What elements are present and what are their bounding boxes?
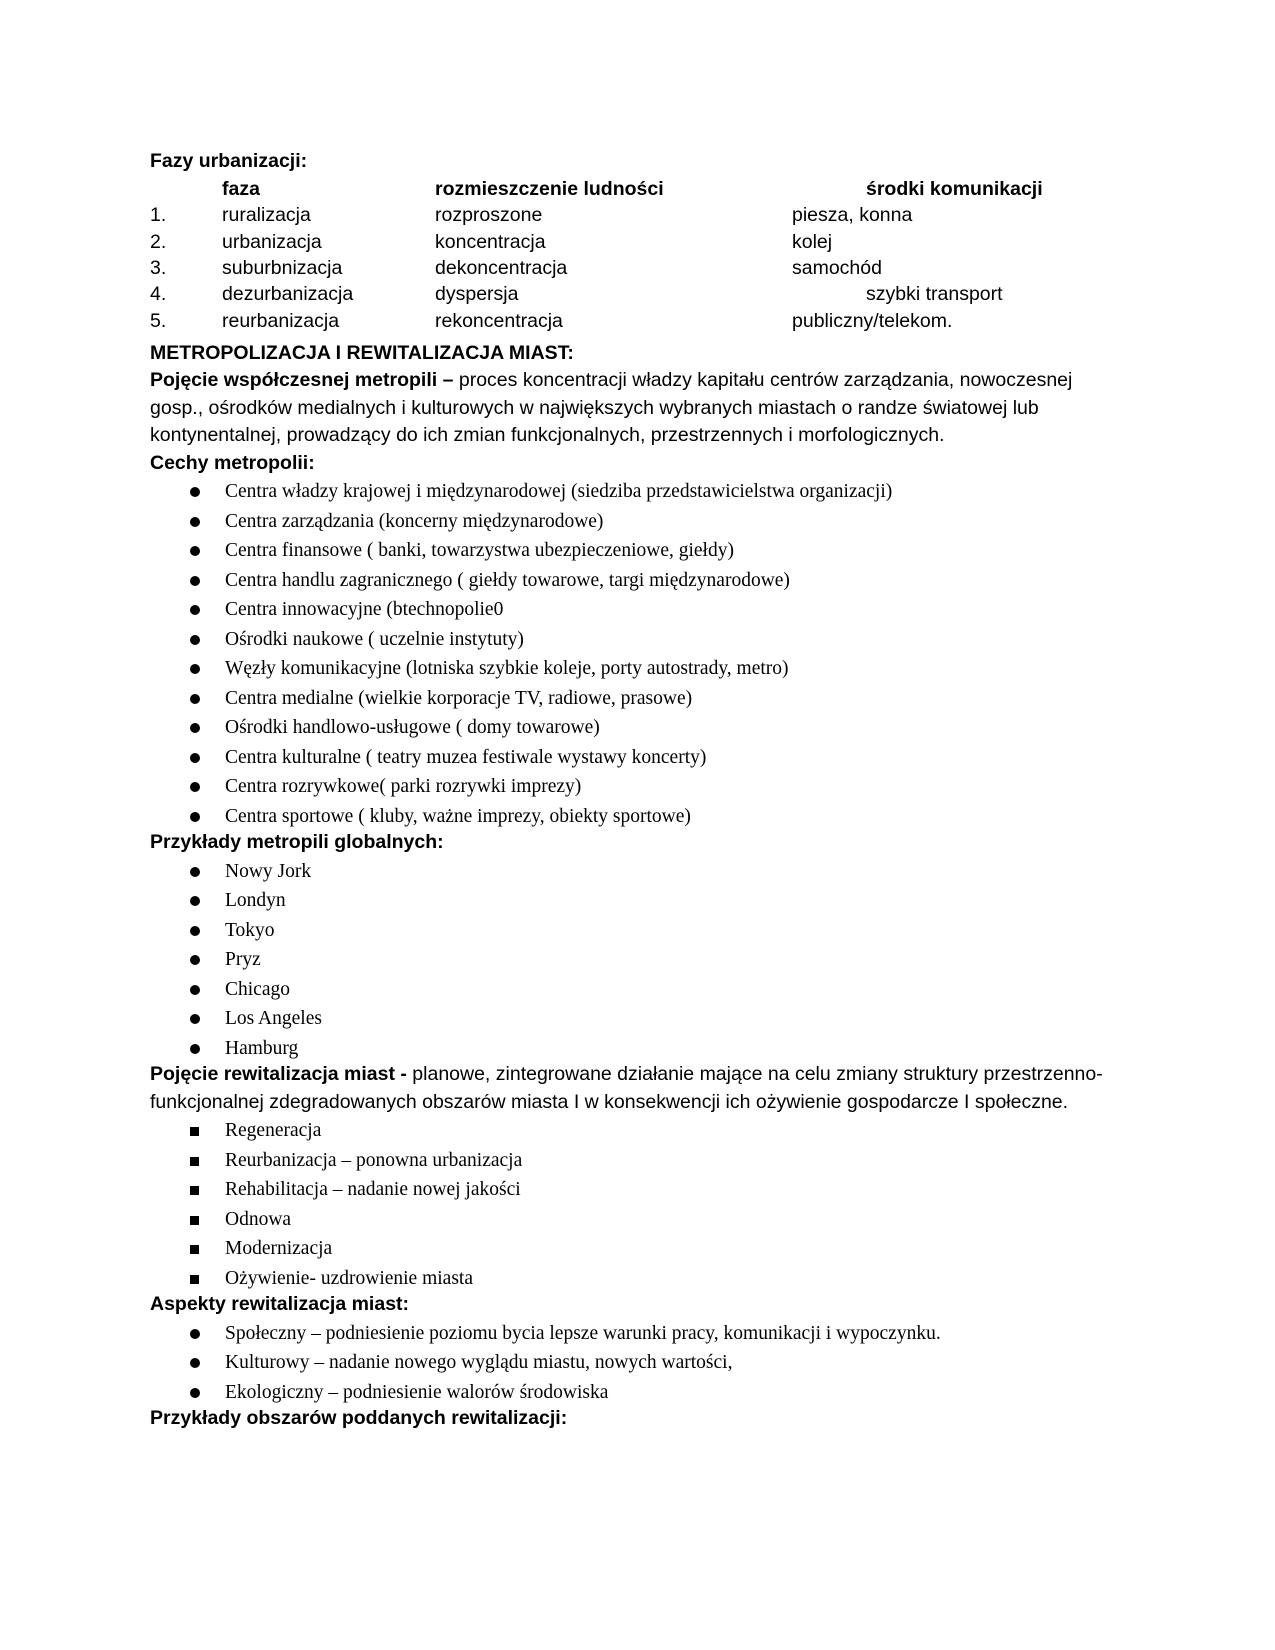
bullet-icon bbox=[190, 1044, 200, 1054]
list-item-text: Centra medialne (wielkie korporacje TV, radiowe, prasowe) bbox=[225, 687, 693, 709]
list-item bbox=[150, 684, 1130, 714]
bullet-icon bbox=[190, 723, 200, 733]
list-item-text: Centra handlu zagranicznego ( giełdy towarowe, targi międzynarodowe) bbox=[225, 569, 790, 591]
list-item bbox=[150, 507, 1130, 537]
list-item bbox=[150, 1319, 1130, 1349]
list-item-text: Pryz bbox=[225, 949, 261, 970]
row-srodki: publiczny/telekom. bbox=[792, 309, 953, 332]
list-item-text: Centra finansowe ( banki, towarzystwa ubezpieczeniowe, giełdy) bbox=[225, 540, 734, 561]
list-item bbox=[150, 1034, 1130, 1064]
header-faza: faza bbox=[222, 177, 260, 200]
square-bullet-icon bbox=[190, 1157, 199, 1166]
row-rozmieszczenie: dyspersja bbox=[435, 282, 519, 305]
row-number: 3. bbox=[150, 256, 167, 279]
metropolia-definition bbox=[150, 367, 1130, 450]
rewitalizacja-term: Pojęcie rewitalizacja miast - bbox=[150, 1063, 407, 1085]
list-item-text: Regeneracja bbox=[225, 1120, 322, 1141]
list-item-text: Kulturowy – nadanie nowego wyglądu miastu, nowych wartości, bbox=[225, 1352, 733, 1373]
list-item bbox=[150, 1378, 1130, 1408]
row-srodki: piesza, konna bbox=[792, 203, 913, 226]
row-rozmieszczenie: rekoncentracja bbox=[435, 309, 563, 332]
square-bullet-icon bbox=[190, 1186, 199, 1195]
row-faza: dezurbanizacja bbox=[222, 282, 354, 305]
list-item-text: Centra zarządzania (koncerny międzynarodowe) bbox=[225, 510, 604, 532]
row-rozmieszczenie: koncentracja bbox=[435, 230, 546, 253]
list-item-text: Węzły komunikacyjne (lotniska szybkie koleje, porty autostrady, metro) bbox=[225, 658, 789, 679]
list-item-text: Rehabilitacja – nadanie nowej jakości bbox=[225, 1179, 521, 1200]
phases-table bbox=[150, 176, 1130, 340]
list-item-text: Ożywienie- uzdrowienie miasta bbox=[225, 1267, 473, 1289]
list-item-text: Chicago bbox=[225, 978, 290, 1000]
list-item-text: Ośrodki handlowo-usługowe ( domy towarowe) bbox=[225, 717, 600, 738]
bullet-icon bbox=[190, 664, 200, 674]
list-item-text: Centra władzy krajowej i międzynarodowej (siedziba przedstawicielstwa organizacji) bbox=[225, 481, 893, 502]
row-faza: urbanizacja bbox=[222, 230, 322, 253]
list-item bbox=[150, 802, 1130, 832]
row-faza: reurbanizacja bbox=[222, 309, 340, 332]
bullet-icon bbox=[190, 812, 200, 822]
list-item-text: Los Angeles bbox=[225, 1008, 322, 1029]
list-item-text: Centra kulturalne ( teatry muzea festiwale wystawy koncerty) bbox=[225, 746, 707, 768]
list-item-text: Tokyo bbox=[225, 919, 275, 941]
table-row bbox=[150, 308, 1130, 335]
row-number: 4. bbox=[150, 282, 167, 305]
list-item bbox=[150, 713, 1130, 743]
row-faza: ruralizacja bbox=[222, 203, 311, 226]
list-item-text: Społeczny – podniesienie poziomu bycia lepsze warunki pracy, komunikacji i wypoczynku. bbox=[225, 1322, 941, 1344]
table-row bbox=[150, 255, 1130, 282]
bullet-icon bbox=[190, 576, 200, 586]
phases-header-row bbox=[150, 176, 1130, 203]
table-row bbox=[150, 202, 1130, 229]
row-number: 5. bbox=[150, 309, 167, 332]
list-item-text: Centra sportowe ( kluby, ważne imprezy, obiekty sportowe) bbox=[225, 805, 691, 827]
bullet-icon bbox=[190, 546, 200, 556]
obszary-title: Przykłady obszarów poddanych rewitalizacji: bbox=[150, 1407, 568, 1429]
bullet-icon bbox=[190, 926, 200, 936]
row-rozmieszczenie: rozproszone bbox=[435, 203, 543, 226]
przyklady-title: Przykłady metropili globalnych: bbox=[150, 831, 444, 853]
list-item bbox=[150, 536, 1130, 566]
square-bullet-icon bbox=[190, 1275, 199, 1284]
rewitalizacja-list bbox=[150, 1116, 1130, 1293]
row-rozmieszczenie: dekoncentracja bbox=[435, 256, 568, 279]
bullet-icon bbox=[190, 1014, 200, 1024]
bullet-icon bbox=[190, 1358, 200, 1368]
table-row bbox=[150, 281, 1130, 308]
list-item bbox=[150, 945, 1130, 975]
list-item bbox=[150, 1234, 1130, 1264]
cechy-list bbox=[150, 477, 1130, 831]
list-item-text: Hamburg bbox=[225, 1037, 299, 1059]
list-item bbox=[150, 772, 1130, 802]
bullet-icon bbox=[190, 985, 200, 995]
przyklady-list bbox=[150, 857, 1130, 1064]
list-item bbox=[150, 1004, 1130, 1034]
list-item bbox=[150, 916, 1130, 946]
aspekty-list bbox=[150, 1319, 1130, 1408]
header-srodki: środki komunikacji bbox=[866, 177, 1043, 200]
bullet-icon bbox=[190, 694, 200, 704]
metropolia-term: Pojęcie współczesnej metropili – bbox=[150, 369, 454, 391]
table-row bbox=[150, 229, 1130, 256]
bullet-icon bbox=[190, 635, 200, 645]
list-item-text: Odnowa bbox=[225, 1208, 292, 1230]
rewitalizacja-text: planowe, zintegrowane działanie mające na celu zmiany struktury przestrzenno- funkcjonalnej zdegradowanych obszarów miasta I w konsekwencji ich ożywienie gospodarcze I społeczne. bbox=[150, 1063, 1103, 1113]
bullet-icon bbox=[190, 517, 200, 527]
cechy-title: Cechy metropolii: bbox=[150, 451, 315, 474]
header-rozmieszczenie: rozmieszczenie ludności bbox=[435, 177, 664, 200]
list-item bbox=[150, 595, 1130, 625]
bullet-icon bbox=[190, 896, 200, 906]
rewitalizacja-definition bbox=[150, 1061, 1130, 1116]
row-srodki: szybki transport bbox=[866, 282, 1003, 305]
list-item-text: Ośrodki naukowe ( uczelnie instytuty) bbox=[225, 628, 524, 650]
row-srodki: kolej bbox=[792, 230, 833, 253]
phases-title: Fazy urbanizacji: bbox=[150, 150, 308, 172]
list-item-text: Londyn bbox=[225, 890, 286, 911]
list-item bbox=[150, 857, 1130, 887]
list-item-text: Centra rozrywkowe( parki rozrywki imprezy) bbox=[225, 776, 582, 797]
list-item bbox=[150, 1205, 1130, 1235]
bullet-icon bbox=[190, 955, 200, 965]
list-item-text: Ekologiczny – podniesienie walorów środowiska bbox=[225, 1381, 609, 1403]
list-item bbox=[150, 743, 1130, 773]
list-item-text: Nowy Jork bbox=[225, 860, 312, 882]
bullet-icon bbox=[190, 487, 200, 497]
list-item bbox=[150, 654, 1130, 684]
list-item bbox=[150, 1175, 1130, 1205]
aspekty-title: Aspekty rewitalizacja miast: bbox=[150, 1293, 410, 1315]
list-item bbox=[150, 886, 1130, 916]
list-item bbox=[150, 1348, 1130, 1378]
list-item bbox=[150, 1264, 1130, 1294]
list-item bbox=[150, 975, 1130, 1005]
metropolia-text: proces koncentracji władzy kapitału centrów zarządzania, nowoczesnej gosp., ośrodków medialnych i kulturowych w największych wybranych miastach o randze światowej lub kontynentalnej, prowadzący do ich zmian funkcjonalnych, przestrzennych i morfologicznych. bbox=[150, 369, 1073, 446]
square-bullet-icon bbox=[190, 1216, 199, 1225]
square-bullet-icon bbox=[190, 1245, 199, 1254]
row-number: 2. bbox=[150, 230, 167, 253]
row-number: 1. bbox=[150, 203, 167, 226]
list-item bbox=[150, 566, 1130, 596]
bullet-icon bbox=[190, 1329, 200, 1339]
bullet-icon bbox=[190, 782, 200, 792]
bullet-icon bbox=[190, 605, 200, 615]
bullet-icon bbox=[190, 867, 200, 877]
list-item bbox=[150, 625, 1130, 655]
bullet-icon bbox=[190, 753, 200, 763]
list-item bbox=[150, 1146, 1130, 1176]
row-srodki: samochód bbox=[792, 256, 882, 279]
bullet-icon bbox=[190, 1388, 200, 1398]
list-item-text: Centra innowacyjne (btechnopolie0 bbox=[225, 599, 504, 620]
list-item bbox=[150, 1116, 1130, 1146]
list-item-text: Reurbanizacja – ponowna urbanizacja bbox=[225, 1149, 523, 1171]
square-bullet-icon bbox=[190, 1127, 199, 1136]
row-faza: suburbnizacja bbox=[222, 256, 343, 279]
metropolization-heading: METROPOLIZACJA I REWITALIZACJA MIAST: bbox=[150, 341, 574, 364]
list-item bbox=[150, 477, 1130, 507]
document-page bbox=[150, 148, 1130, 1433]
list-item-text: Modernizacja bbox=[225, 1238, 333, 1259]
